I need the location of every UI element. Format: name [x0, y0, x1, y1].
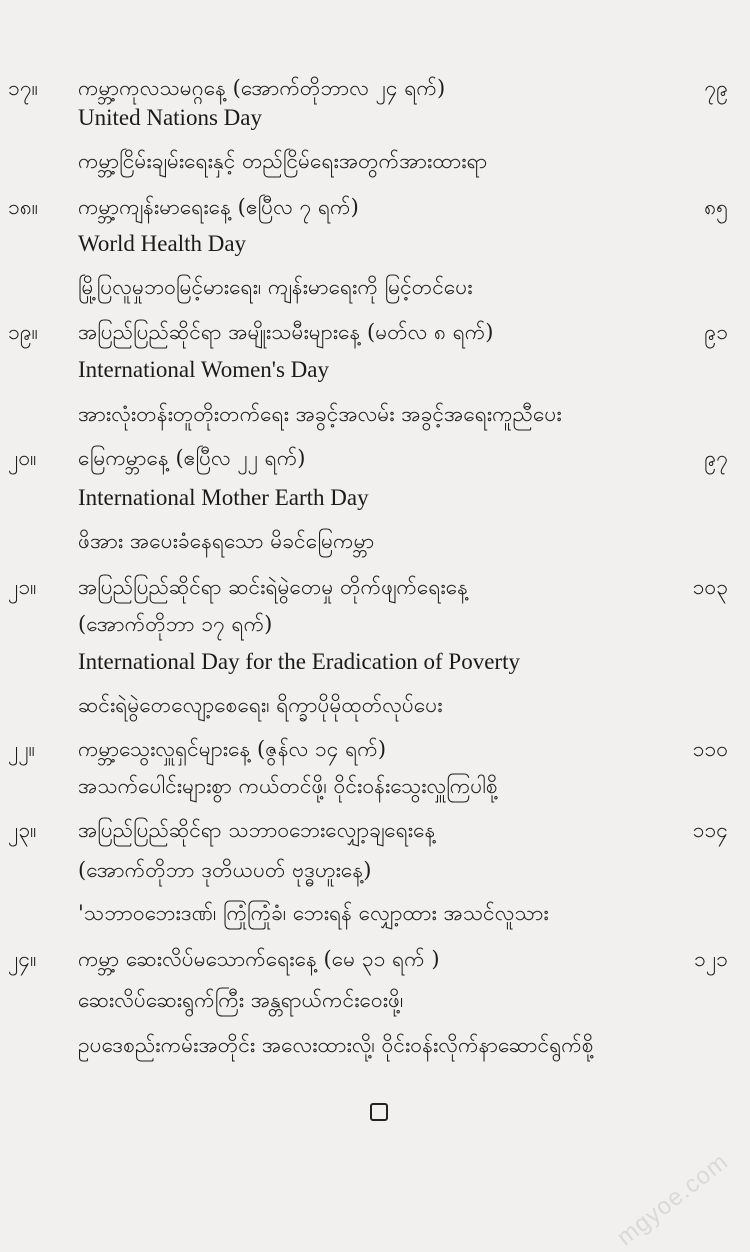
entry-21-title-continued: (အောက်တိုဘာ ၁၇ ရက်): [78, 612, 273, 636]
entry-19-description: အားလုံးတန်းတူတိုးတက်ရေး အခွင့်အလမ်း အခွင့်အရေးကူညီပေး: [78, 402, 562, 426]
entry-number: ၂၄။: [8, 947, 37, 971]
page-number: ၈၅: [704, 195, 728, 219]
entry-number: ၁၇။: [8, 76, 38, 100]
page-number: ၉၁: [704, 320, 728, 344]
entry-17-english: United Nations Day: [78, 105, 262, 130]
entry-20-english: International Mother Earth Day: [78, 485, 369, 510]
entry-24-description: ဆေးလိပ်ဆေးရွက်ကြီး အန္တရာယ်ကင်းဝေးဖို့၊: [78, 988, 404, 1012]
entry-24-title-row: [0, 937, 750, 981]
entry-number: ၂၀။: [8, 446, 37, 470]
entry-20-description: ဖိအား အပေးခံနေရသော မိခင်မြေကမ္ဘာ: [78, 529, 375, 553]
entry-title: ကမ္ဘာ့ ဆေးလိပ်မသောက်ရေးနေ့ (မေ ၃၁ ရက် ): [78, 947, 440, 971]
entry-title: ကမ္ဘာ့ကုလသမဂ္ဂနေ့ (အောက်တိုဘာလ ၂၄ ရက်): [78, 76, 446, 100]
page-number: ၉၇: [704, 446, 728, 470]
entry-23-description: 'သဘာဝဘေးဒဏ်၊ ကြုံကြုံခံ၊ ဘေးရန် လျှော့ထား အသင်လူသား: [78, 901, 549, 925]
entry-number: ၂၃။: [8, 818, 37, 842]
entry-19-english: International Women's Day: [78, 357, 329, 382]
entry-number: ၂၂။: [8, 737, 35, 761]
entry-number: ၂၁။: [8, 575, 37, 599]
entry-23-title-continued: (အောက်တိုဘာ ဒုတိယပတ် ဗုဒ္ဓဟူးနေ့): [78, 858, 372, 882]
entry-title: အပြည်ပြည်ဆိုင်ရာ ဆင်းရဲမွဲတေမှု တိုက်ဖျက်ရေးနေ့: [78, 575, 468, 599]
page-number: ၇၉: [704, 76, 728, 100]
entry-17-description: ကမ္ဘာ့ငြိမ်းချမ်းရေးနှင့် တည်ငြိမ်ရေးအတွက်အားထားရာ: [78, 149, 488, 173]
entry-title: အပြည်ပြည်ဆိုင်ရာ အမျိုးသမီးများနေ့ (မတ်လ ၈ ရက်): [78, 320, 494, 344]
entry-title: မြေကမ္ဘာနေ့ (ဧပြီလ ၂၂ ရက်): [78, 446, 306, 470]
page-number: ၁၁၄: [692, 818, 728, 842]
entry-23-title-row: [0, 808, 750, 852]
entry-number: ၁၈။: [8, 195, 39, 219]
page-number: ၁၁၀: [692, 737, 728, 761]
entry-21-english: International Day for the Eradication of Poverty: [78, 649, 520, 674]
page-number: ၁၂၁: [694, 947, 728, 971]
entry-21-description: ဆင်းရဲမွဲတေလျော့စေရေး၊ ရိက္ခာပိုမိုထုတ်လုပ်ပေး: [78, 693, 443, 717]
entry-24-description-continued: ဥပဒေစည်းကမ်းအတိုင်း အလေးထားလို့၊ ဝိုင်းဝန်းလိုက်နာဆောင်ရွက်စို့: [78, 1033, 594, 1057]
end-of-section-mark: [370, 1103, 388, 1121]
page-number: ၁၀၃: [692, 575, 728, 599]
entry-22-description: အသက်ပေါင်းများစွာ ကယ်တင်ဖို့၊ ဝိုင်းဝန်းသွေးလှူကြပါစို့: [78, 774, 498, 798]
entry-number: ၁၉။: [8, 320, 38, 344]
entry-18-description: မြို့ပြလူမှုဘဝမြင့်မားရေး၊ ကျန်းမာရေးကို မြင့်တင်ပေး: [78, 275, 473, 299]
entry-title: ကမ္ဘာ့ကျန်းမာရေးနေ့ (ဧပြီလ ၇ ရက်): [78, 195, 359, 219]
entry-18-english: World Health Day: [78, 231, 247, 256]
watermark: mgyoe.com: [611, 1147, 734, 1252]
entry-20-title-row: [0, 436, 750, 480]
entry-title: အပြည်ပြည်ဆိုင်ရာ သဘာဝဘေးလျှော့ချရေးနေ့: [78, 818, 436, 842]
entry-title: ကမ္ဘာ့သွေးလှူရှင်များနေ့ (ဇွန်လ ၁၄ ရက်): [78, 737, 387, 761]
